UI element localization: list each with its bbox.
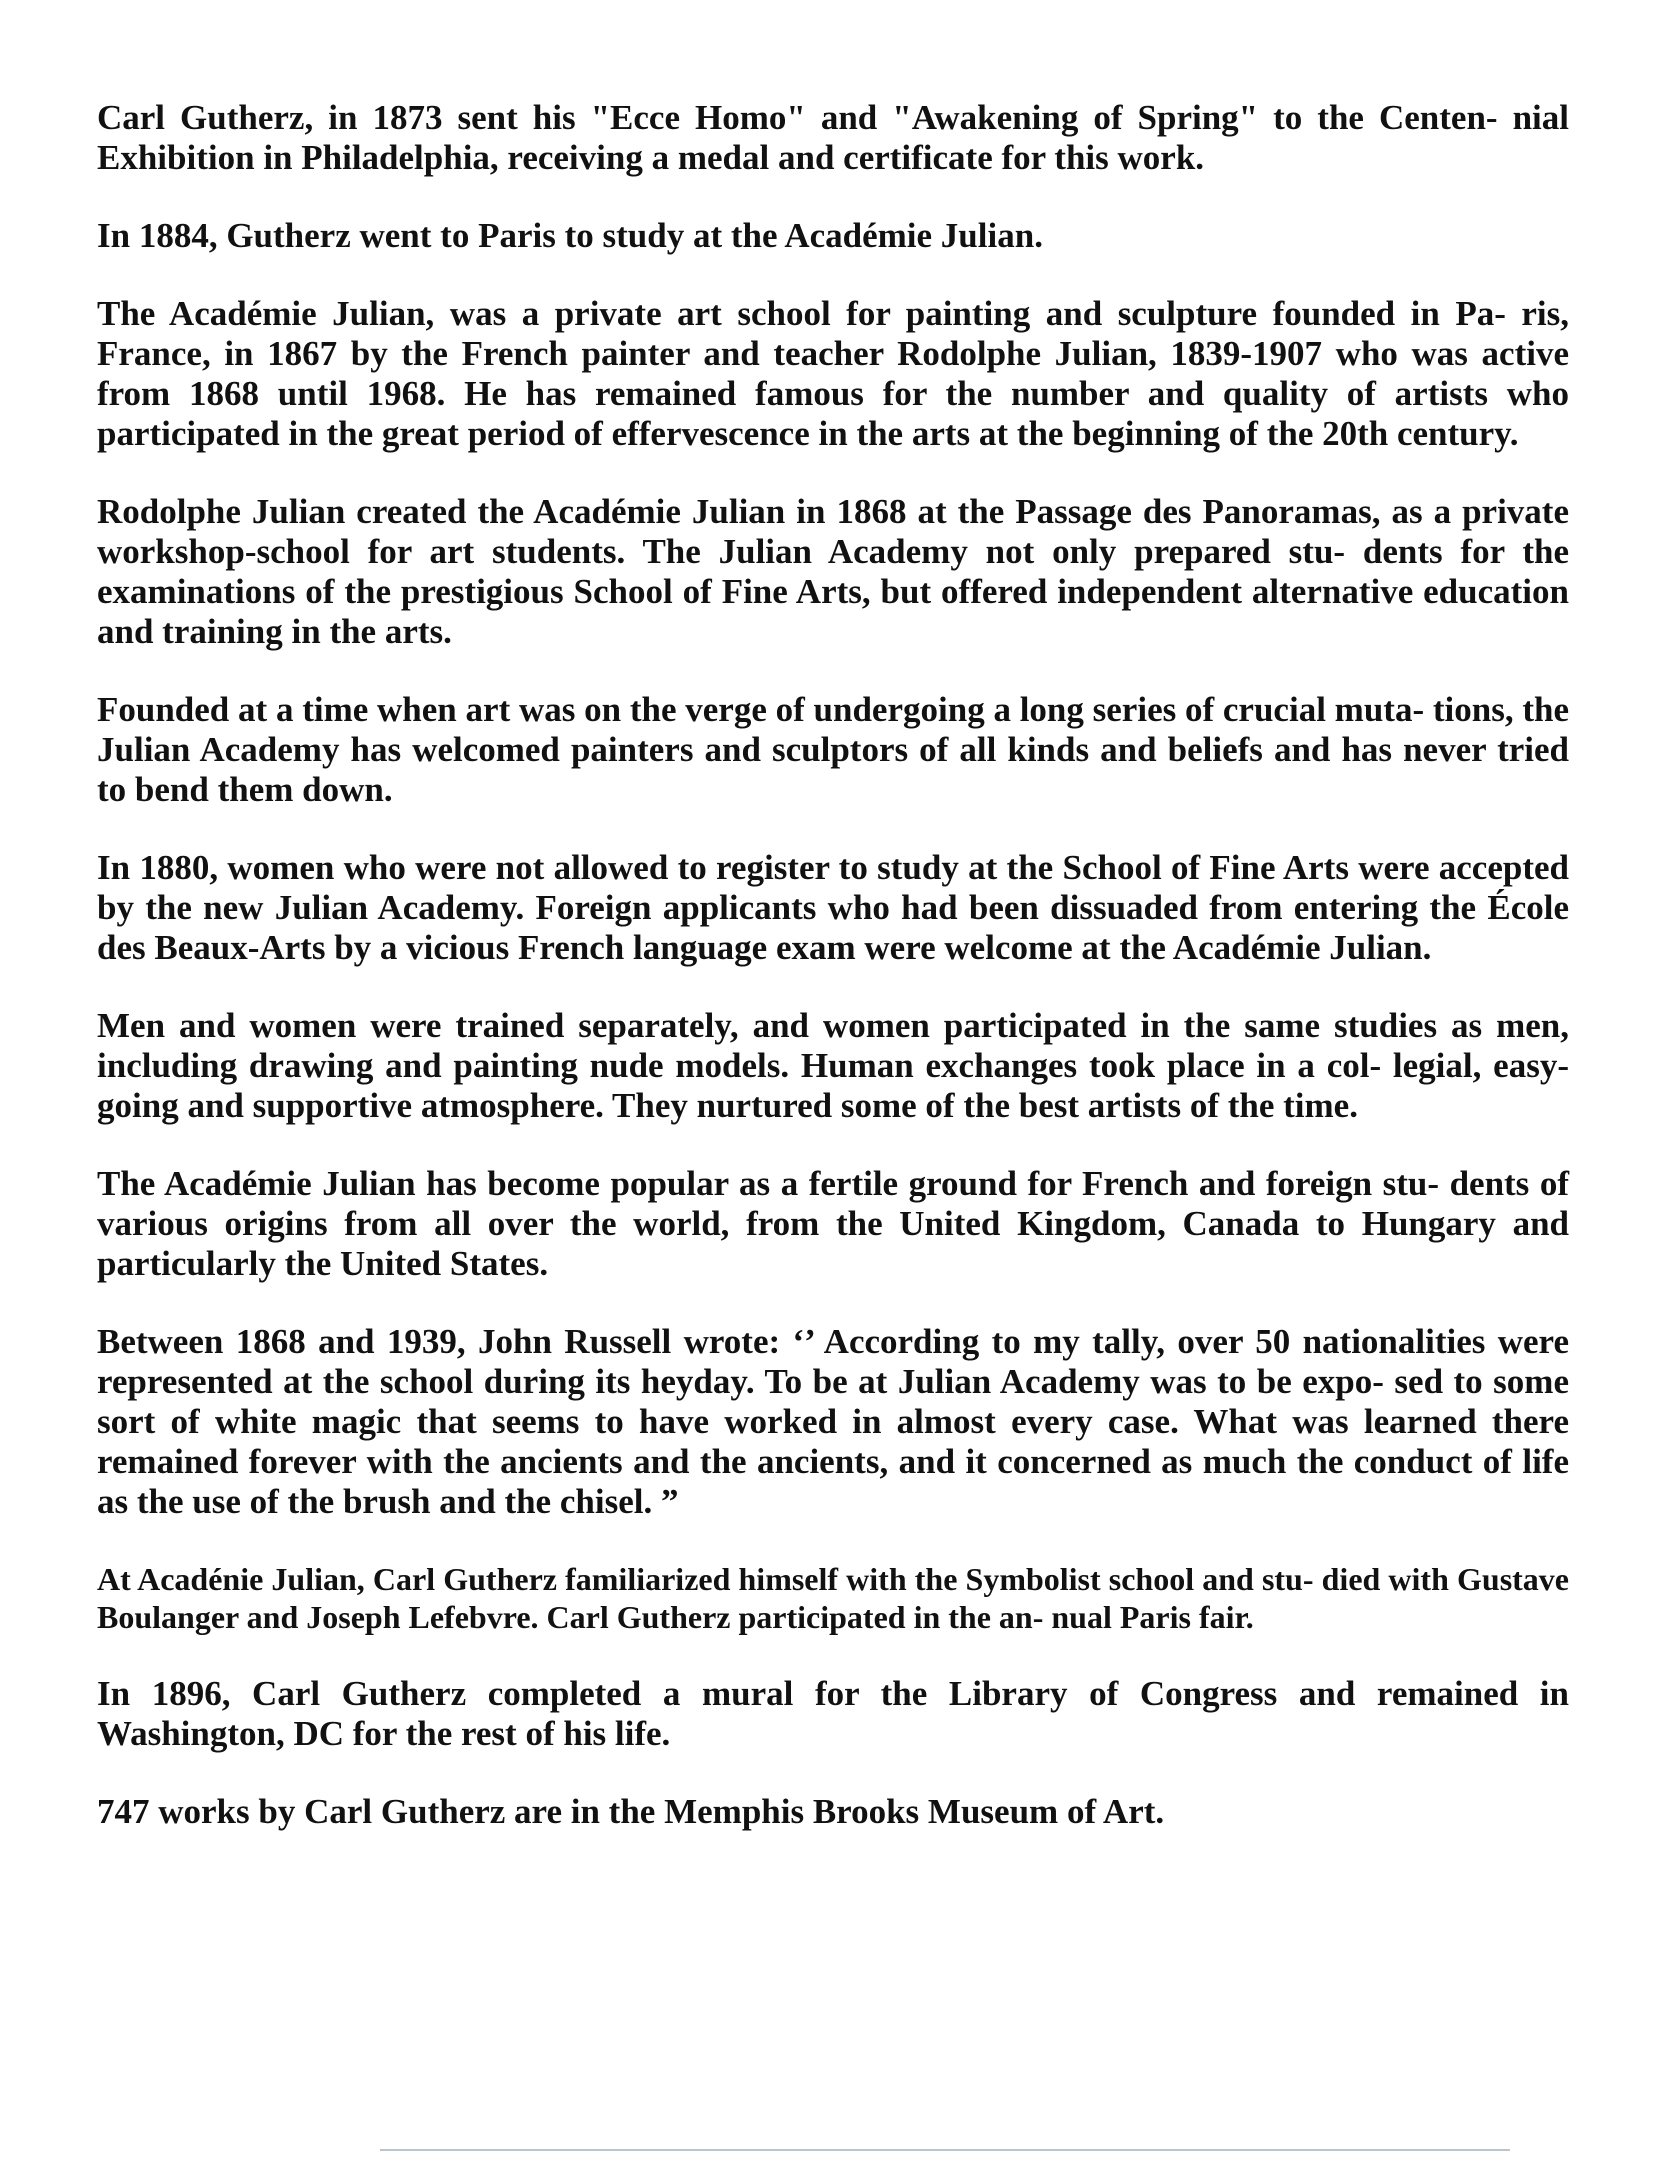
paragraph-paris-study: In 1884, Gutherz went to Paris to study at the Académie Julian. — [97, 216, 1043, 255]
paragraph-symbolist-school: At Acadénie Julian, Carl Gutherz familiarized himself with the Symbolist school and stu- died with Gustave Boulanger and Joseph Lefebvre. Carl Gutherz participated in the an- nual Paris fair. — [97, 1561, 1569, 1635]
paragraph-centennial-exhibition: Carl Gutherz, in 1873 sent his "Ecce Homo" and "Awakening of Spring" to the Centen- nial Exhibition in Philadelphia, receiving a medal and certificate for this work. — [97, 98, 1569, 177]
paragraph-academie-founding: The Académie Julian, was a private art school for painting and sculpture founded in Pa- ris, France, in 1867 by the French painter and teacher Rodolphe Julian, 1839-1907 who was active from 1868 until 1968. He has remained famous for the number and quality of artists who participated in the great period of effervescence in the arts at the beginning of the 20th century. — [97, 294, 1569, 453]
paragraph-fertile-ground: The Académie Julian has become popular as a fertile ground for French and foreign stu- dents of various origins from all over the world, from the United Kingdom, Canada to Hungary and particularly the United States. — [97, 1164, 1569, 1283]
document-page — [97, 98, 1569, 1832]
bottom-divider — [380, 2149, 1510, 2151]
paragraph-passage-des-panoramas: Rodolphe Julian created the Académie Julian in 1868 at the Passage des Panoramas, as a private workshop-school for art students. The Julian Academy not only prepared stu- dents for the examinations of the prestigious School of Fine Arts, but offered independent alternative education and training in the arts. — [97, 492, 1569, 651]
paragraph-memphis-brooks: 747 works by Carl Gutherz are in the Memphis Brooks Museum of Art. — [97, 1792, 1165, 1831]
paragraph-crucial-mutations: Founded at a time when art was on the verge of undergoing a long series of crucial muta- tions, the Julian Academy has welcomed painters and sculptors of all kinds and beliefs and has never tried to bend them down. — [97, 690, 1569, 809]
paragraph-women-admitted: In 1880, women who were not allowed to register to study at the School of Fine Arts were accepted by the new Julian Academy. Foreign applicants who had been dissuaded from entering the École des Beaux-Arts by a vicious French language exam were welcome at the Académie Julian. — [97, 848, 1569, 967]
paragraph-john-russell-quote: Between 1868 and 1939, John Russell wrote: ‘’ According to my tally, over 50 nationalities were represented at the school during its heyday. To be at Julian Academy was to be expo- sed to some sort of white magic that seems to have worked in almost every case. What was learned there remained forever with the ancients and the ancients, and it concerned as much the conduct of life as the use of the brush and the chisel. ” — [97, 1322, 1569, 1521]
paragraph-trained-separately: Men and women were trained separately, and women participated in the same studies as men, including drawing and painting nude models. Human exchanges took place in a col- legial, easy-going and supportive atmosphere. They nurtured some of the best artists of the time. — [97, 1006, 1569, 1125]
paragraph-library-of-congress: In 1896, Carl Gutherz completed a mural for the Library of Congress and remained in Washington, DC for the rest of his life. — [97, 1674, 1569, 1753]
